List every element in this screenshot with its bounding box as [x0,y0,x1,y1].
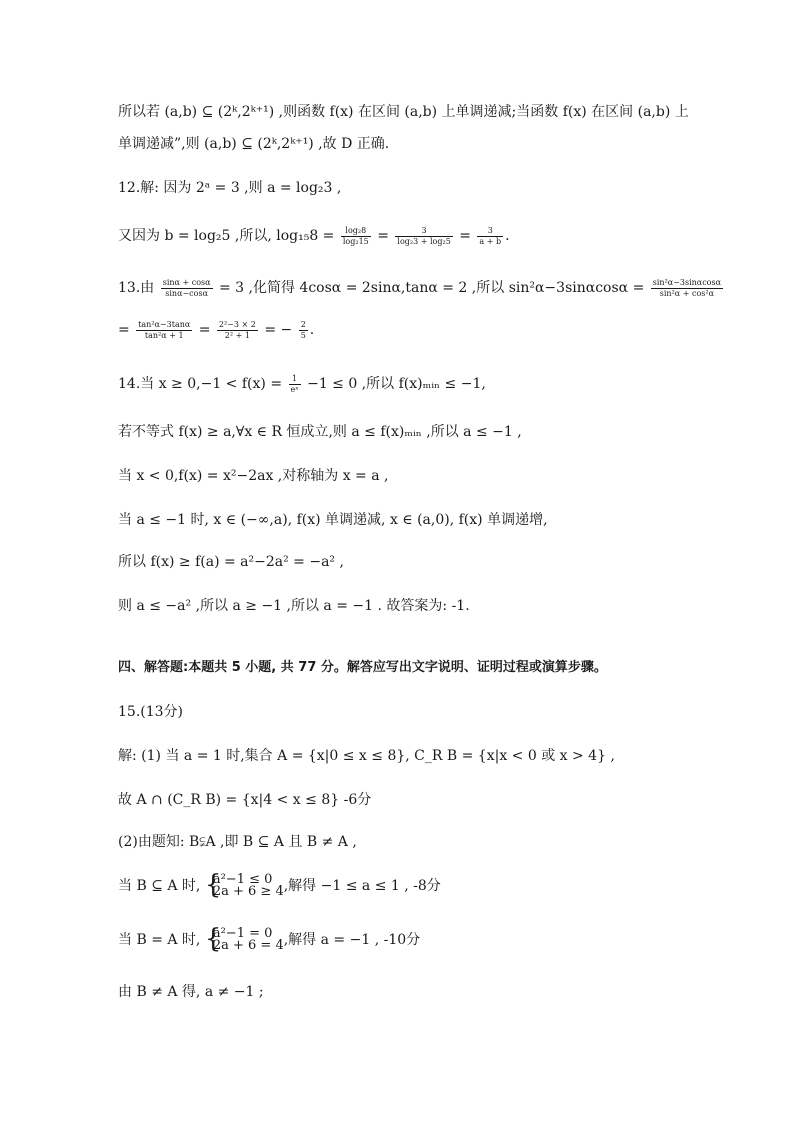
line-q12-b: 又因为 b = log₂5 ,所以, log₁₅8 = $\frac{\text{log₂8}}{\text{log₂15}}$ = $\frac{3}{\text{log₂3 + log₂5}}$ = $\frac{3}{a + b}$ . [118,225,510,246]
text: 所以若 (a,b) ⊆ (2ᵏ,2ᵏ⁺¹) ,则函数 f(x) 在区间 (a,b) 上单调递减;当函数 f(x) 在区间 (a,b) 上 [118,104,689,120]
fraction [161,278,213,299]
numerator: log₂8 [341,226,371,237]
line-q14 [118,370,486,398]
system-row: 2a + 6 = 4 [212,938,284,953]
line-q14-b [118,422,522,442]
denominator: 5 [300,330,306,340]
text: 由 B ≠ A 得, a ≠ −1 ; [118,984,264,1000]
line-q15-title [118,702,183,722]
denominator: sin²α + cos²α [659,288,714,298]
text: . [505,228,510,244]
line-1 [118,102,689,122]
text: 当 x < 0,f(x) = x²−2ax ,对称轴为 x = a , [118,468,389,484]
fraction [136,320,192,341]
text: 当 a ≤ −1 时, x ∈ (−∞,a), f(x) 单调递减, x ∈ (a,0), f(x) 单调递增, [118,512,548,528]
line-q15-a [118,746,615,766]
numerator: 1 [289,374,301,385]
denominator: tan²α + 1 [144,330,184,340]
system-row: { a²−1 = 0 [212,926,273,941]
line-q12 [118,178,341,198]
numerator: 3 [477,226,503,237]
text: 当 B ⊆ A 时, [118,878,201,894]
text: 则 a ≤ −a² ,所以 a ≥ −1 ,所以 a = −1 . 故答案为: -1. [118,598,470,614]
system-row: 2a + 6 ≥ 4 [212,884,284,899]
text: 四、解答题:本题共 5 小题, 共 77 分。解答应写出文字说明、证明过程或演算步骤。 [118,660,607,675]
text: −1 ≤ 0 ,所以 f(x)ₘᵢₙ ≤ −1, [307,376,486,392]
text: 故 A ∩ (C_R B) = {x|4 < x ≤ 8} -6分 [118,792,372,808]
numerator: sin²α−3sinαcosα [652,277,721,287]
text: 14.当 x ≥ 0,−1 < f(x) = [118,376,283,392]
numerator: 2 [300,319,306,329]
numerator: 2²−3 × 2 [218,319,256,329]
line-q13 [118,274,725,302]
line-q15-c [118,832,357,852]
denominator: eˣ [290,384,299,394]
denominator: sinα−cosα [165,288,208,298]
line-2 [118,134,389,154]
fraction [289,374,301,395]
text: 若不等式 f(x) ≥ a,∀x ∈ R 恒成立,则 a ≤ f(x)ₘᵢₙ ,所以 a ≤ −1 , [118,424,522,440]
text: 单调递减”,则 (a,b) ⊆ (2ᵏ,2ᵏ⁺¹) ,故 D 正确. [118,136,390,152]
line-q15-f [118,982,264,1002]
text: (2)由题知: B⫋A ,即 B ⊆ A 且 B ≠ A , [118,834,357,850]
numerator: 3 [395,226,452,237]
text: 解: (1) 当 a = 1 时,集合 A = {x|0 ≤ x ≤ 8}, C_R B = {x|x < 0 或 x > 4} , [118,748,615,764]
numerator: sinα + cosα [162,277,211,287]
denominator: log₂15 [342,236,369,246]
numerator: tan²α−3tanα [138,319,191,329]
fraction [299,320,308,341]
text: = 3 ,化简得 4cosα = 2sinα,tanα = 2 ,所以 sin²α−3sinαcosα = [218,280,645,296]
line-q15-b [118,790,371,810]
text: . [309,322,315,338]
text: 所以 f(x) ≥ f(a) = a²−2a² = −a² , [118,554,344,570]
fraction [217,320,258,341]
fraction [477,226,503,247]
denominator: 2² + 1 [224,330,250,340]
fraction [651,278,723,299]
fraction [395,226,452,247]
denominator: a + b [479,236,502,246]
equation-system [205,874,284,898]
line-q15-e [118,928,420,952]
equation-system [205,928,284,952]
text: 当 B = A 时, [118,932,201,948]
line-q14-d [118,510,548,530]
line-q14-c [118,466,388,486]
text: = − [264,322,293,338]
line-q13-b: = $\frac{\text{tan²α−3tanα}}{\text{tan²α + 1}}$ = $\frac{\text{2²−3 × 2}}{\text{2² + 1}}$ = − $\frac{2}{5}$ . [118,319,315,340]
denominator: log₂3 + log₂5 [397,236,451,246]
text: ,解得 a = −1 , -10分 [283,932,421,948]
line-q15-d [118,874,441,898]
section-heading [118,658,607,678]
text: 又因为 b = log₂5 ,所以, log₁₅8 = [118,228,335,244]
line-q14-e [118,552,344,572]
line-q14-f [118,596,470,616]
fraction [341,226,371,247]
system-row: { a²−1 ≤ 0 [212,872,273,887]
text: ,解得 −1 ≤ a ≤ 1 , -8分 [283,878,441,894]
text: 15.(13分) [118,704,184,720]
text: 13.由 [118,280,155,296]
text: 12.解: 因为 2ᵃ = 3 ,则 a = log₂3 , [118,180,342,196]
